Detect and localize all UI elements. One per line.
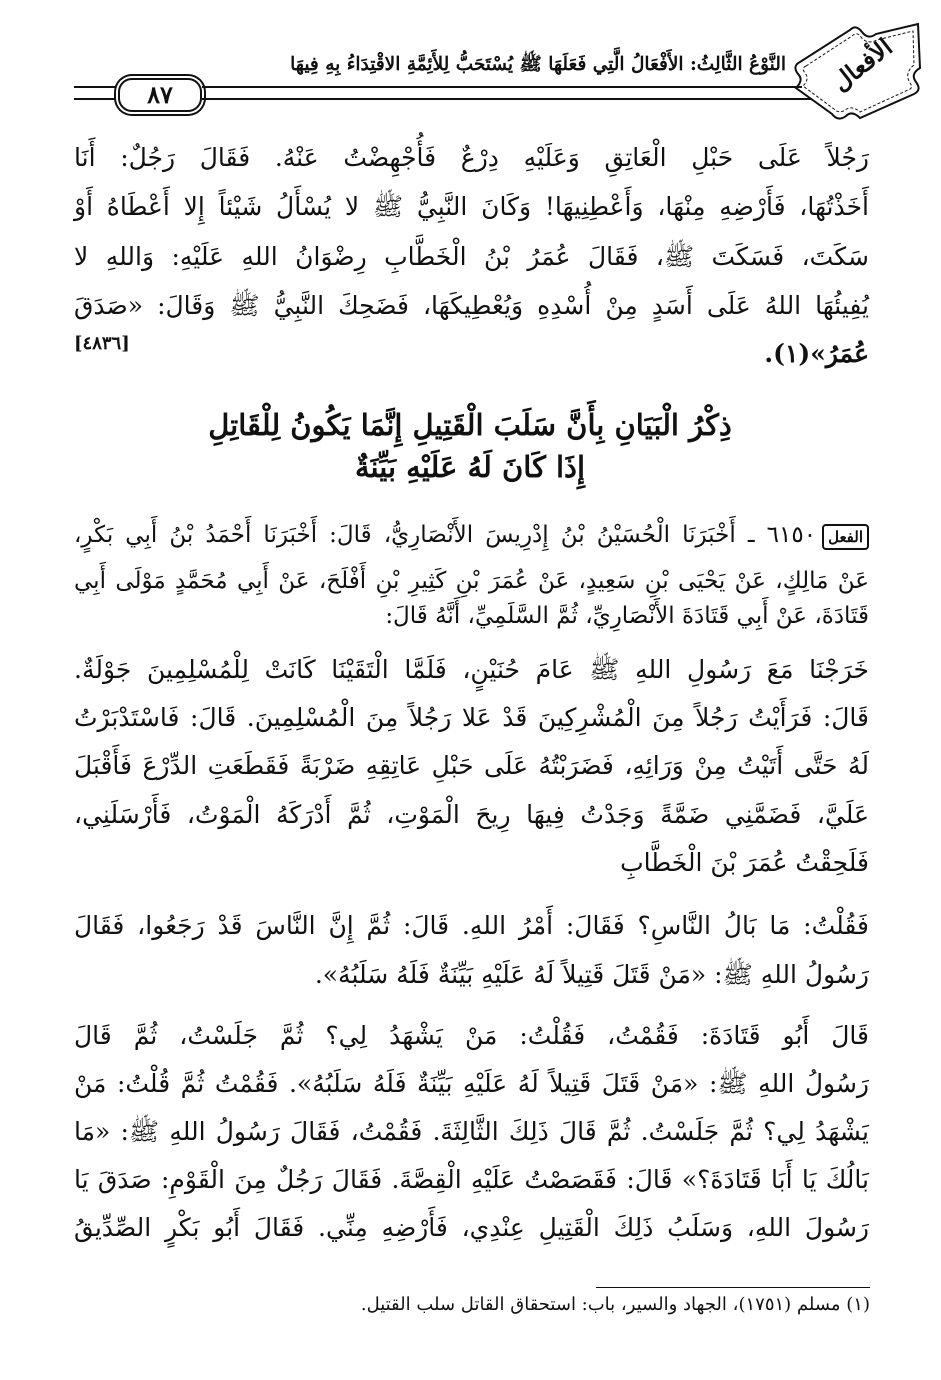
- hadith-reference: [٤٨٣٦]: [74, 333, 130, 354]
- text-line: عُمَرُ»(١).: [764, 339, 869, 368]
- isnad-line: قَتَادَةَ، عَنْ أَبِي قَتَادَةَ الأَنْصَارِيِّ، ثُمَّ السَّلَمِيِّ، أَنَّهُ قَالَ:: [385, 603, 869, 629]
- text-line: أَخَذْتُهَا، فَأَرْضِهِ مِنْهَا، وَأَعْطِنِيهَا! وَكَانَ النَّبِيُّ ﷺ لا يُسْأَلُ شَيْئاً إِلا أَعْطَاهُ أَوْ: [74, 192, 869, 221]
- text-line: قَالَ: فَرَأَيْتُ رَجُلاً مِنَ الْمُشْرِكِينَ قَدْ عَلا رَجُلاً مِنَ الْمُسْلِمِينَ. قَالَ: فَاسْتَدْبَرْتُ: [74, 703, 869, 732]
- isnad-text: ٦١٥٠ ـ أَخْبَرَنَا الْحُسَيْنُ بْنُ إِدْرِيسَ الأَنْصَارِيُّ، قَالَ: أَخْبَرَنَا أَحْمَدُ بْنُ أَبِي بَكْرٍ،: [74, 522, 817, 548]
- text-line: فَلَحِقْتُ عُمَرَ بْنَ الْخَطَّابِ: [620, 848, 869, 877]
- header-rule-left: [74, 86, 118, 88]
- text-line: رَسُولُ اللهِ ﷺ: «مَنْ قَتَلَ قَتِيلاً لَهُ عَلَيْهِ بَيِّنَةٌ فَلَهُ سَلَبُهُ».: [314, 960, 869, 989]
- text-line: يُفِيئُهَا اللهُ عَلَى أَسَدٍ مِنْ أُسْدِهِ وَيُعْطِيكَهَا، فَضَحِكَ النَّبِيُّ ﷺ وَقَالَ: «صَدَقَ: [74, 291, 869, 320]
- text-line: فَقُلْتُ: مَا بَالُ النَّاسِ؟ فَقَالَ: أَمْرُ اللهِ. قَالَ: ثُمَّ إِنَّ النَّاسَ قَدْ رَجَعُوا، فَقَالَ: [74, 911, 869, 940]
- text-line: بَالُكَ يَا أَبَا قَتَادَةَ؟» قَالَ: فَقَصَصْتُ عَلَيْهِ الْقِصَّةَ. فَقَالَ رَجُلٌ مِنَ الْقَوْمِ: صَدَقَ يَا: [74, 1165, 869, 1194]
- text-line: رَسُولَ اللهِ، وَسَلَبُ ذَلِكَ الْقَتِيلِ عِنْدِي، فَأَرْضِهِ مِنِّي. فَقَالَ أَبُو بَكْرٍ الصِّدِّيقُ: [74, 1213, 869, 1242]
- footnote: (١) مسلم (١٧٥١)، الجهاد والسير، باب: استحقاق القاتل سلب القتيل.: [360, 1294, 870, 1315]
- text-line: يَشْهَدُ لِي؟ ثُمَّ جَلَسْتُ. ثُمَّ قَالَ ذَلِكَ الثَّالِثَةَ. فَقُمْتُ، فَقَالَ رَسُولُ اللهِ ﷺ: «مَا: [74, 1117, 869, 1146]
- section-heading: ذِكْرُ الْبَيَانِ بِأَنَّ سَلَبَ الْقَتِيلِ إِنَّمَا يَكُونُ لِلْقَاتِلِ: [208, 408, 732, 442]
- text-line: قَالَ أَبُو قَتَادَةَ: فَقُمْتُ، فَقُلْتُ: مَنْ يَشْهَدُ لِي؟ ثُمَّ جَلَسْتُ، ثُمَّ قَالَ: [74, 1021, 869, 1050]
- text-line: عَلَيَّ، فَضَمَّنِي ضَمَّةً وَجَدْتُ فِيهَا رِيحَ الْمَوْتِ، ثُمَّ أَدْرَكَهُ الْمَوْتُ، فَأَرْسَلَنِي،: [74, 800, 869, 829]
- badge-label: الأفعال: [826, 32, 898, 97]
- text-line: رَسُولُ اللهِ ﷺ: «مَنْ قَتَلَ قَتِيلاً لَهُ عَلَيْهِ بَيِّنَةٌ فَلَهُ سَلَبُهُ». فَقُمْتُ ثُمَّ قُلْتُ: مَنْ: [74, 1069, 869, 1098]
- header-rule-right: [202, 86, 802, 88]
- entry-badge: الفعل: [822, 524, 869, 550]
- header-rule-left-2: [74, 98, 118, 100]
- footnote-rule: [596, 1287, 870, 1288]
- text-line: لَهُ حَتَّى أَتَيْتُ مِنْ وَرَائِهِ، فَضَرَبْتُهُ عَلَى حَبْلِ عَاتِقِهِ ضَرْبَةً فَقَطَعَتِ الدِّرْعَ فَأَقْبَلَ: [74, 751, 869, 780]
- page-number: ٨٧: [118, 78, 202, 112]
- section-heading-line-2: إِذَا كَانَ لَهُ عَلَيْهِ بَيِّنَةٌ: [354, 450, 586, 484]
- text-line: سَكَتَ، فَسَكَتَ ﷺ، فَقَالَ عُمَرُ بْنُ الْخَطَّابِ رِضْوَانُ اللهِ عَلَيْهِ: وَاللهِ لا: [74, 242, 869, 271]
- isnad-line: عَنْ مَالِكٍ، عَنْ يَحْيَى بْنِ سَعِيدٍ، عَنْ عُمَرَ بْنِ كَثِيرِ بْنِ أَفْلَحَ، عَنْ أَبِي مُحَمَّدٍ مَوْلَى أَبِي: [74, 568, 869, 594]
- chapter-title: النَّوْعُ الثَّالِثُ: الأَفْعَالُ الَّتِي فَعَلَهَا ﷺ يُسْتَحَبُّ لِلأَئِمَّةِ الاقْتِدَاءُ بِهِ فِيهَا: [290, 54, 786, 75]
- header-rule-right-2: [202, 98, 812, 100]
- text-line: رَجُلاً عَلَى حَبْلِ الْعَاتِقِ وَعَلَيْهِ دِرْعٌ فَأُجْهِضْتُ عَنْهُ. فَقَالَ رَجُلٌ: أَنَا: [74, 143, 869, 172]
- isnad-line: [74, 514, 869, 555]
- text-line: خَرَجْنَا مَعَ رَسُولِ اللهِ ﷺ عَامَ حُنَيْنٍ، فَلَمَّا الْتَقَيْنَا كَانَتْ لِلْمُسْلِمِينَ جَوْلَةٌ.: [74, 655, 869, 684]
